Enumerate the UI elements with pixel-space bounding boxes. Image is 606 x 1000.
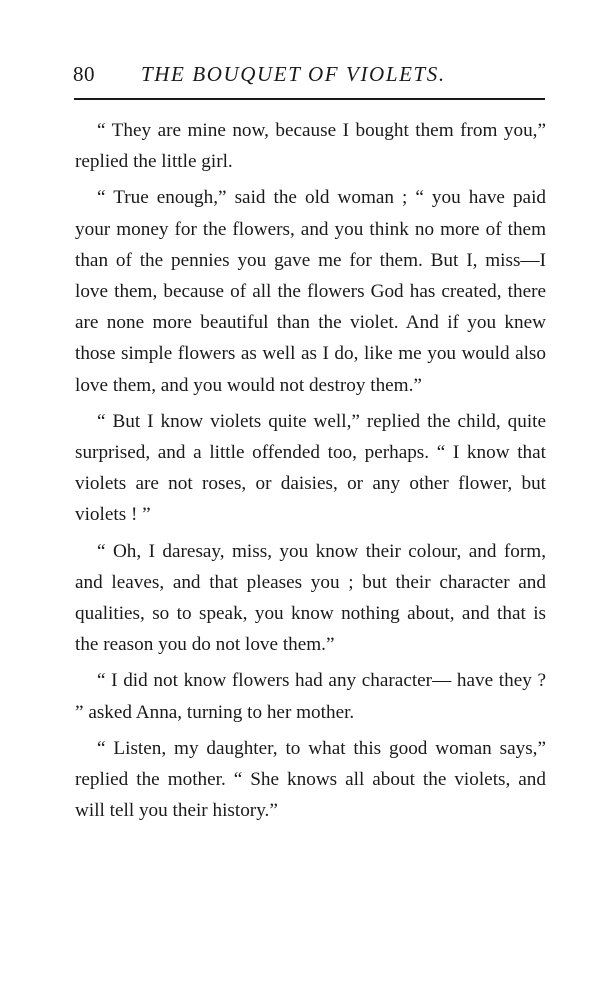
paragraph: “ Oh, I daresay, miss, you know their colour, and form, and leaves, and that pleases you ; but their character and qualities, so to speak, you know nothing about, and that is the reason you do not love them.” bbox=[75, 540, 546, 656]
page-header bbox=[73, 58, 545, 88]
paragraph: “ I did not know flowers had any character— have they ? ” asked Anna, turning to her mother. bbox=[75, 670, 546, 723]
paragraph: “ True enough,” said the old woman ; “ you have paid your money for the flowers, and you think no more of them than of the pennies you gave me for them. But I, miss—I love them, because of all the flowers God has created, there are none more beautiful than the violet. And if you knew those simple flowers as well as I do, like me you would also love them, and you would not destroy them.” bbox=[75, 187, 546, 396]
header-rule bbox=[74, 98, 545, 100]
paragraph: “ But I know violets quite well,” replied the child, quite surprised, and a little offended too, perhaps. “ I know that violets are not roses, or daisies, or any other flower, but violets ! ” bbox=[75, 410, 546, 526]
paragraph: “ They are mine now, because I bought them from you,” replied the little girl. bbox=[75, 120, 546, 173]
paragraph: “ Listen, my daughter, to what this good woman says,” replied the mother. “ She knows all about the violets, and will tell you their history.” bbox=[75, 737, 546, 822]
page-number: 80 bbox=[73, 62, 95, 86]
running-title: THE BOUQUET OF VIOLETS. bbox=[141, 62, 446, 86]
body-text bbox=[75, 115, 546, 826]
